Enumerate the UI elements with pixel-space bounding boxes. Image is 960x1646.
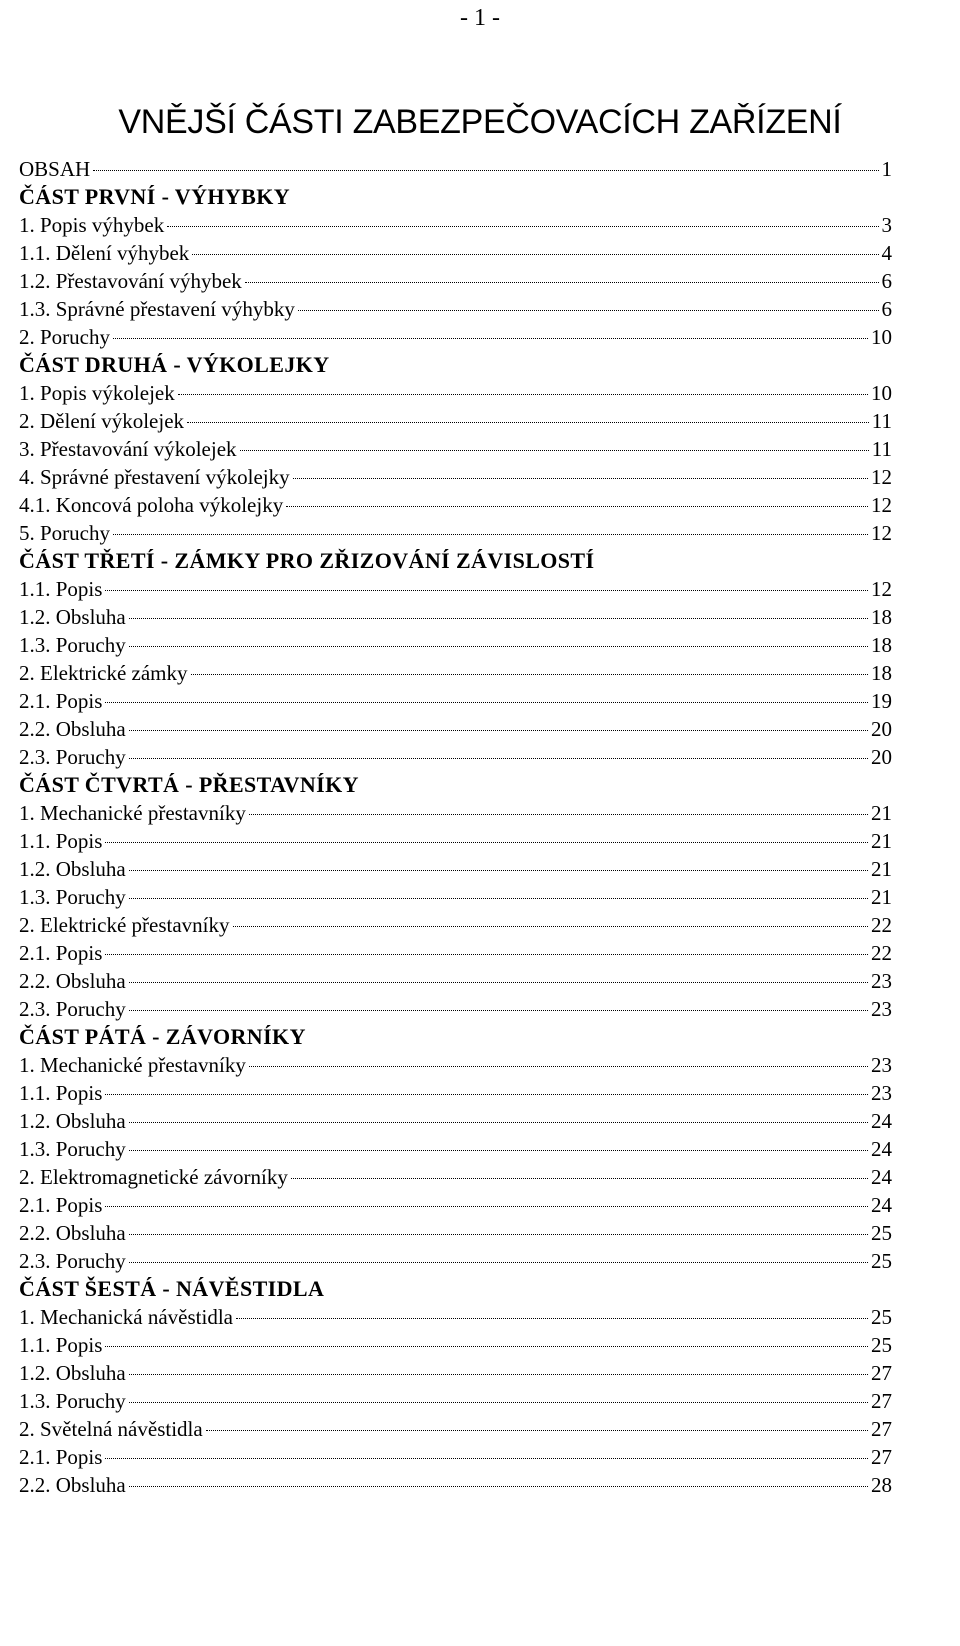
dot-leader	[129, 1230, 868, 1235]
toc-entry-label: 2. Elektromagnetické závorníky	[19, 1165, 288, 1189]
toc-entry-page-number: 4	[881, 241, 892, 265]
dot-leader	[105, 1202, 868, 1207]
toc-entry	[19, 575, 892, 603]
toc-entry-label: 2.1. Popis	[19, 689, 103, 713]
dot-leader	[105, 1454, 868, 1459]
toc-part-heading	[19, 771, 892, 799]
toc-entry-label: OBSAH	[19, 157, 91, 181]
document-title: VNĚJŠÍ ČÁSTI ZABEZPEČOVACÍCH ZAŘÍZENÍ	[118, 103, 842, 141]
dot-leader	[129, 614, 868, 619]
toc-entry	[19, 1387, 892, 1415]
dot-leader	[129, 1118, 868, 1123]
dot-leader	[240, 446, 869, 451]
toc-entry-page-number: 1	[881, 157, 892, 181]
toc-entry	[19, 855, 892, 883]
toc-entry-page-number: 27	[871, 1389, 892, 1413]
toc-entry	[19, 211, 892, 239]
toc-entry-page-number: 12	[871, 577, 892, 601]
toc-entry-label: 1.3. Poruchy	[19, 633, 126, 657]
toc-entry	[19, 407, 892, 435]
toc-entry-label: 2. Elektrické zámky	[19, 661, 188, 685]
toc-entry	[19, 1079, 892, 1107]
toc-entry-label: 3. Přestavování výkolejek	[19, 437, 237, 461]
toc-entry	[19, 519, 892, 547]
toc-entry-label: 2.2. Obsluha	[19, 969, 126, 993]
toc-entry-page-number: 10	[871, 325, 892, 349]
toc-entry	[19, 1135, 892, 1163]
toc-entry	[19, 687, 892, 715]
dot-leader	[129, 642, 868, 647]
dot-leader	[191, 670, 868, 675]
toc-entry	[19, 1471, 892, 1499]
toc-entry-label: 1.2. Přestavování výhybek	[19, 269, 242, 293]
dot-leader	[233, 922, 868, 927]
dot-leader	[129, 754, 868, 759]
dot-leader	[129, 1006, 868, 1011]
dot-leader	[192, 250, 878, 255]
toc-entry-label: 2.2. Obsluha	[19, 1473, 126, 1497]
toc-entry-label: 1. Mechanická návěstidla	[19, 1305, 233, 1329]
toc-entry-page-number: 20	[871, 745, 892, 769]
dot-leader	[129, 894, 868, 899]
dot-leader	[129, 1398, 868, 1403]
toc-entry	[19, 883, 892, 911]
toc-entry-page-number: 27	[871, 1445, 892, 1469]
toc-entry-label: 2.1. Popis	[19, 1193, 103, 1217]
dot-leader	[129, 1146, 868, 1151]
toc-part-heading	[19, 1023, 892, 1051]
dot-leader	[129, 1370, 868, 1375]
dot-leader	[129, 1258, 868, 1263]
toc-part-heading	[19, 547, 892, 575]
toc-entry	[19, 267, 892, 295]
toc-entry	[19, 1443, 892, 1471]
toc-entry-page-number: 23	[871, 969, 892, 993]
page-number: - 1 -	[460, 5, 500, 31]
toc-entry-label: 1.3. Poruchy	[19, 1137, 126, 1161]
toc-entry-label: ČÁST ČTVRTÁ - PŘESTAVNÍKY	[19, 772, 359, 797]
toc-entry-label: ČÁST TŘETÍ - ZÁMKY PRO ZŘIZOVÁNÍ ZÁVISLOSTÍ	[19, 548, 595, 573]
toc-part-heading	[19, 351, 892, 379]
toc-entry	[19, 1191, 892, 1219]
dot-leader	[245, 278, 879, 283]
toc-entry-label: 1.1. Dělení výhybek	[19, 241, 190, 265]
toc-entry	[19, 1247, 892, 1275]
toc-entry-label: 1. Mechanické přestavníky	[19, 801, 246, 825]
toc-entry	[19, 995, 892, 1023]
toc-entry-page-number: 23	[871, 1081, 892, 1105]
toc-entry-page-number: 6	[881, 297, 892, 321]
toc-entry-label: 2.2. Obsluha	[19, 1221, 126, 1245]
toc-entry	[19, 491, 892, 519]
toc-entry	[19, 631, 892, 659]
toc-entry	[19, 827, 892, 855]
dot-leader	[249, 810, 868, 815]
toc-entry	[19, 799, 892, 827]
toc-entry-page-number: 23	[871, 997, 892, 1021]
toc-entry-label: 1.1. Popis	[19, 829, 103, 853]
toc-entry	[19, 967, 892, 995]
toc-entry-page-number: 6	[881, 269, 892, 293]
toc-entry-label: 2.1. Popis	[19, 1445, 103, 1469]
dot-leader	[113, 334, 868, 339]
toc-entry-page-number: 27	[871, 1361, 892, 1385]
dot-leader	[105, 1090, 868, 1095]
dot-leader	[129, 726, 868, 731]
toc-entry-page-number: 20	[871, 717, 892, 741]
toc-entry-page-number: 12	[871, 521, 892, 545]
toc-part-heading	[19, 1275, 892, 1303]
toc-entry	[19, 435, 892, 463]
dot-leader	[298, 306, 879, 311]
toc-entry-page-number: 24	[871, 1165, 892, 1189]
toc-entry-page-number: 12	[871, 493, 892, 517]
toc-entry-page-number: 11	[871, 409, 892, 433]
toc-entry-page-number: 12	[871, 465, 892, 489]
toc-entry	[19, 715, 892, 743]
toc-entry-label: 2. Světelná návěstidla	[19, 1417, 203, 1441]
dot-leader	[187, 418, 869, 423]
dot-leader	[93, 166, 878, 171]
dot-leader	[167, 222, 878, 227]
toc-entry	[19, 1051, 892, 1079]
toc-entry	[19, 463, 892, 491]
toc-entry-label: 2.3. Poruchy	[19, 997, 126, 1021]
toc-entry-page-number: 25	[871, 1221, 892, 1245]
toc-entry	[19, 1331, 892, 1359]
toc-entry-label: 4.1. Koncová poloha výkolejky	[19, 493, 284, 517]
toc-entry-page-number: 23	[871, 1053, 892, 1077]
toc-entry-page-number: 19	[871, 689, 892, 713]
toc-entry-page-number: 10	[871, 381, 892, 405]
toc-entry	[19, 911, 892, 939]
toc-entry-label: 2. Dělení výkolejek	[19, 409, 185, 433]
toc-entry	[19, 379, 892, 407]
toc-entry-page-number: 21	[871, 857, 892, 881]
dot-leader	[129, 978, 868, 983]
table-of-contents	[19, 155, 892, 1499]
dot-leader	[105, 950, 868, 955]
toc-entry-label: 1.3. Poruchy	[19, 885, 126, 909]
toc-entry-label: 2. Poruchy	[19, 325, 110, 349]
toc-entry-label: 1.3. Správné přestavení výhybky	[19, 297, 295, 321]
toc-entry-page-number: 28	[871, 1473, 892, 1497]
toc-entry	[19, 1163, 892, 1191]
toc-entry	[19, 323, 892, 351]
toc-entry-label: 2.3. Poruchy	[19, 1249, 126, 1273]
toc-entry	[19, 603, 892, 631]
toc-entry-label: 2. Elektrické přestavníky	[19, 913, 230, 937]
toc-entry-page-number: 22	[871, 913, 892, 937]
dot-leader	[286, 502, 868, 507]
toc-entry-label: ČÁST DRUHÁ - VÝKOLEJKY	[19, 352, 330, 377]
toc-entry-label: 1. Mechanické přestavníky	[19, 1053, 246, 1077]
toc-entry-label: 1.2. Obsluha	[19, 1109, 126, 1133]
toc-entry-label: 1.1. Popis	[19, 1081, 103, 1105]
toc-entry	[19, 1219, 892, 1247]
toc-entry-label: 1. Popis výkolejek	[19, 381, 175, 405]
toc-entry	[19, 659, 892, 687]
toc-entry-page-number: 21	[871, 801, 892, 825]
dot-leader	[129, 866, 868, 871]
toc-entry-label: ČÁST PÁTÁ - ZÁVORNÍKY	[19, 1024, 306, 1049]
toc-entry-label: 1.1. Popis	[19, 577, 103, 601]
toc-entry-page-number: 21	[871, 885, 892, 909]
toc-entry-page-number: 22	[871, 941, 892, 965]
dot-leader	[236, 1314, 868, 1319]
toc-entry-label: 5. Poruchy	[19, 521, 110, 545]
toc-entry-label: 4. Správné přestavení výkolejky	[19, 465, 290, 489]
toc-entry-page-number: 24	[871, 1109, 892, 1133]
toc-entry-page-number: 3	[881, 213, 892, 237]
dot-leader	[293, 474, 868, 479]
toc-entry-label: 2.2. Obsluha	[19, 717, 126, 741]
dot-leader	[105, 1342, 868, 1347]
toc-entry-label: 2.3. Poruchy	[19, 745, 126, 769]
toc-entry-page-number: 21	[871, 829, 892, 853]
toc-entry-page-number: 24	[871, 1193, 892, 1217]
toc-entry-page-number: 18	[871, 633, 892, 657]
toc-entry-label: ČÁST ŠESTÁ - NÁVĚSTIDLA	[19, 1276, 325, 1301]
toc-entry-page-number: 18	[871, 661, 892, 685]
toc-part-heading	[19, 183, 892, 211]
toc-entry-page-number: 25	[871, 1305, 892, 1329]
toc-entry	[19, 743, 892, 771]
dot-leader	[129, 1482, 868, 1487]
toc-entry-page-number: 11	[871, 437, 892, 461]
toc-entry-label: 1. Popis výhybek	[19, 213, 165, 237]
toc-entry-page-number: 25	[871, 1333, 892, 1357]
toc-entry-label: 1.2. Obsluha	[19, 857, 126, 881]
toc-entry-page-number: 18	[871, 605, 892, 629]
dot-leader	[105, 698, 868, 703]
toc-entry-label: 2.1. Popis	[19, 941, 103, 965]
toc-entry-page-number: 25	[871, 1249, 892, 1273]
toc-entry-label: ČÁST PRVNÍ - VÝHYBKY	[19, 184, 291, 209]
dot-leader	[105, 838, 868, 843]
toc-entry-page-number: 24	[871, 1137, 892, 1161]
toc-entry	[19, 1415, 892, 1443]
dot-leader	[249, 1062, 868, 1067]
toc-entry	[19, 295, 892, 323]
toc-entry	[19, 939, 892, 967]
toc-entry	[19, 1107, 892, 1135]
dot-leader	[291, 1174, 868, 1179]
toc-entry-label: 1.3. Poruchy	[19, 1389, 126, 1413]
toc-entry-label: 1.2. Obsluha	[19, 1361, 126, 1385]
dot-leader	[206, 1426, 868, 1431]
toc-entry-label: 1.1. Popis	[19, 1333, 103, 1357]
dot-leader	[178, 390, 868, 395]
toc-entry-page-number: 27	[871, 1417, 892, 1441]
toc-entry	[19, 1303, 892, 1331]
toc-entry-label: 1.2. Obsluha	[19, 605, 126, 629]
dot-leader	[105, 586, 868, 591]
dot-leader	[113, 530, 868, 535]
toc-entry	[19, 155, 892, 183]
toc-entry	[19, 239, 892, 267]
toc-entry	[19, 1359, 892, 1387]
